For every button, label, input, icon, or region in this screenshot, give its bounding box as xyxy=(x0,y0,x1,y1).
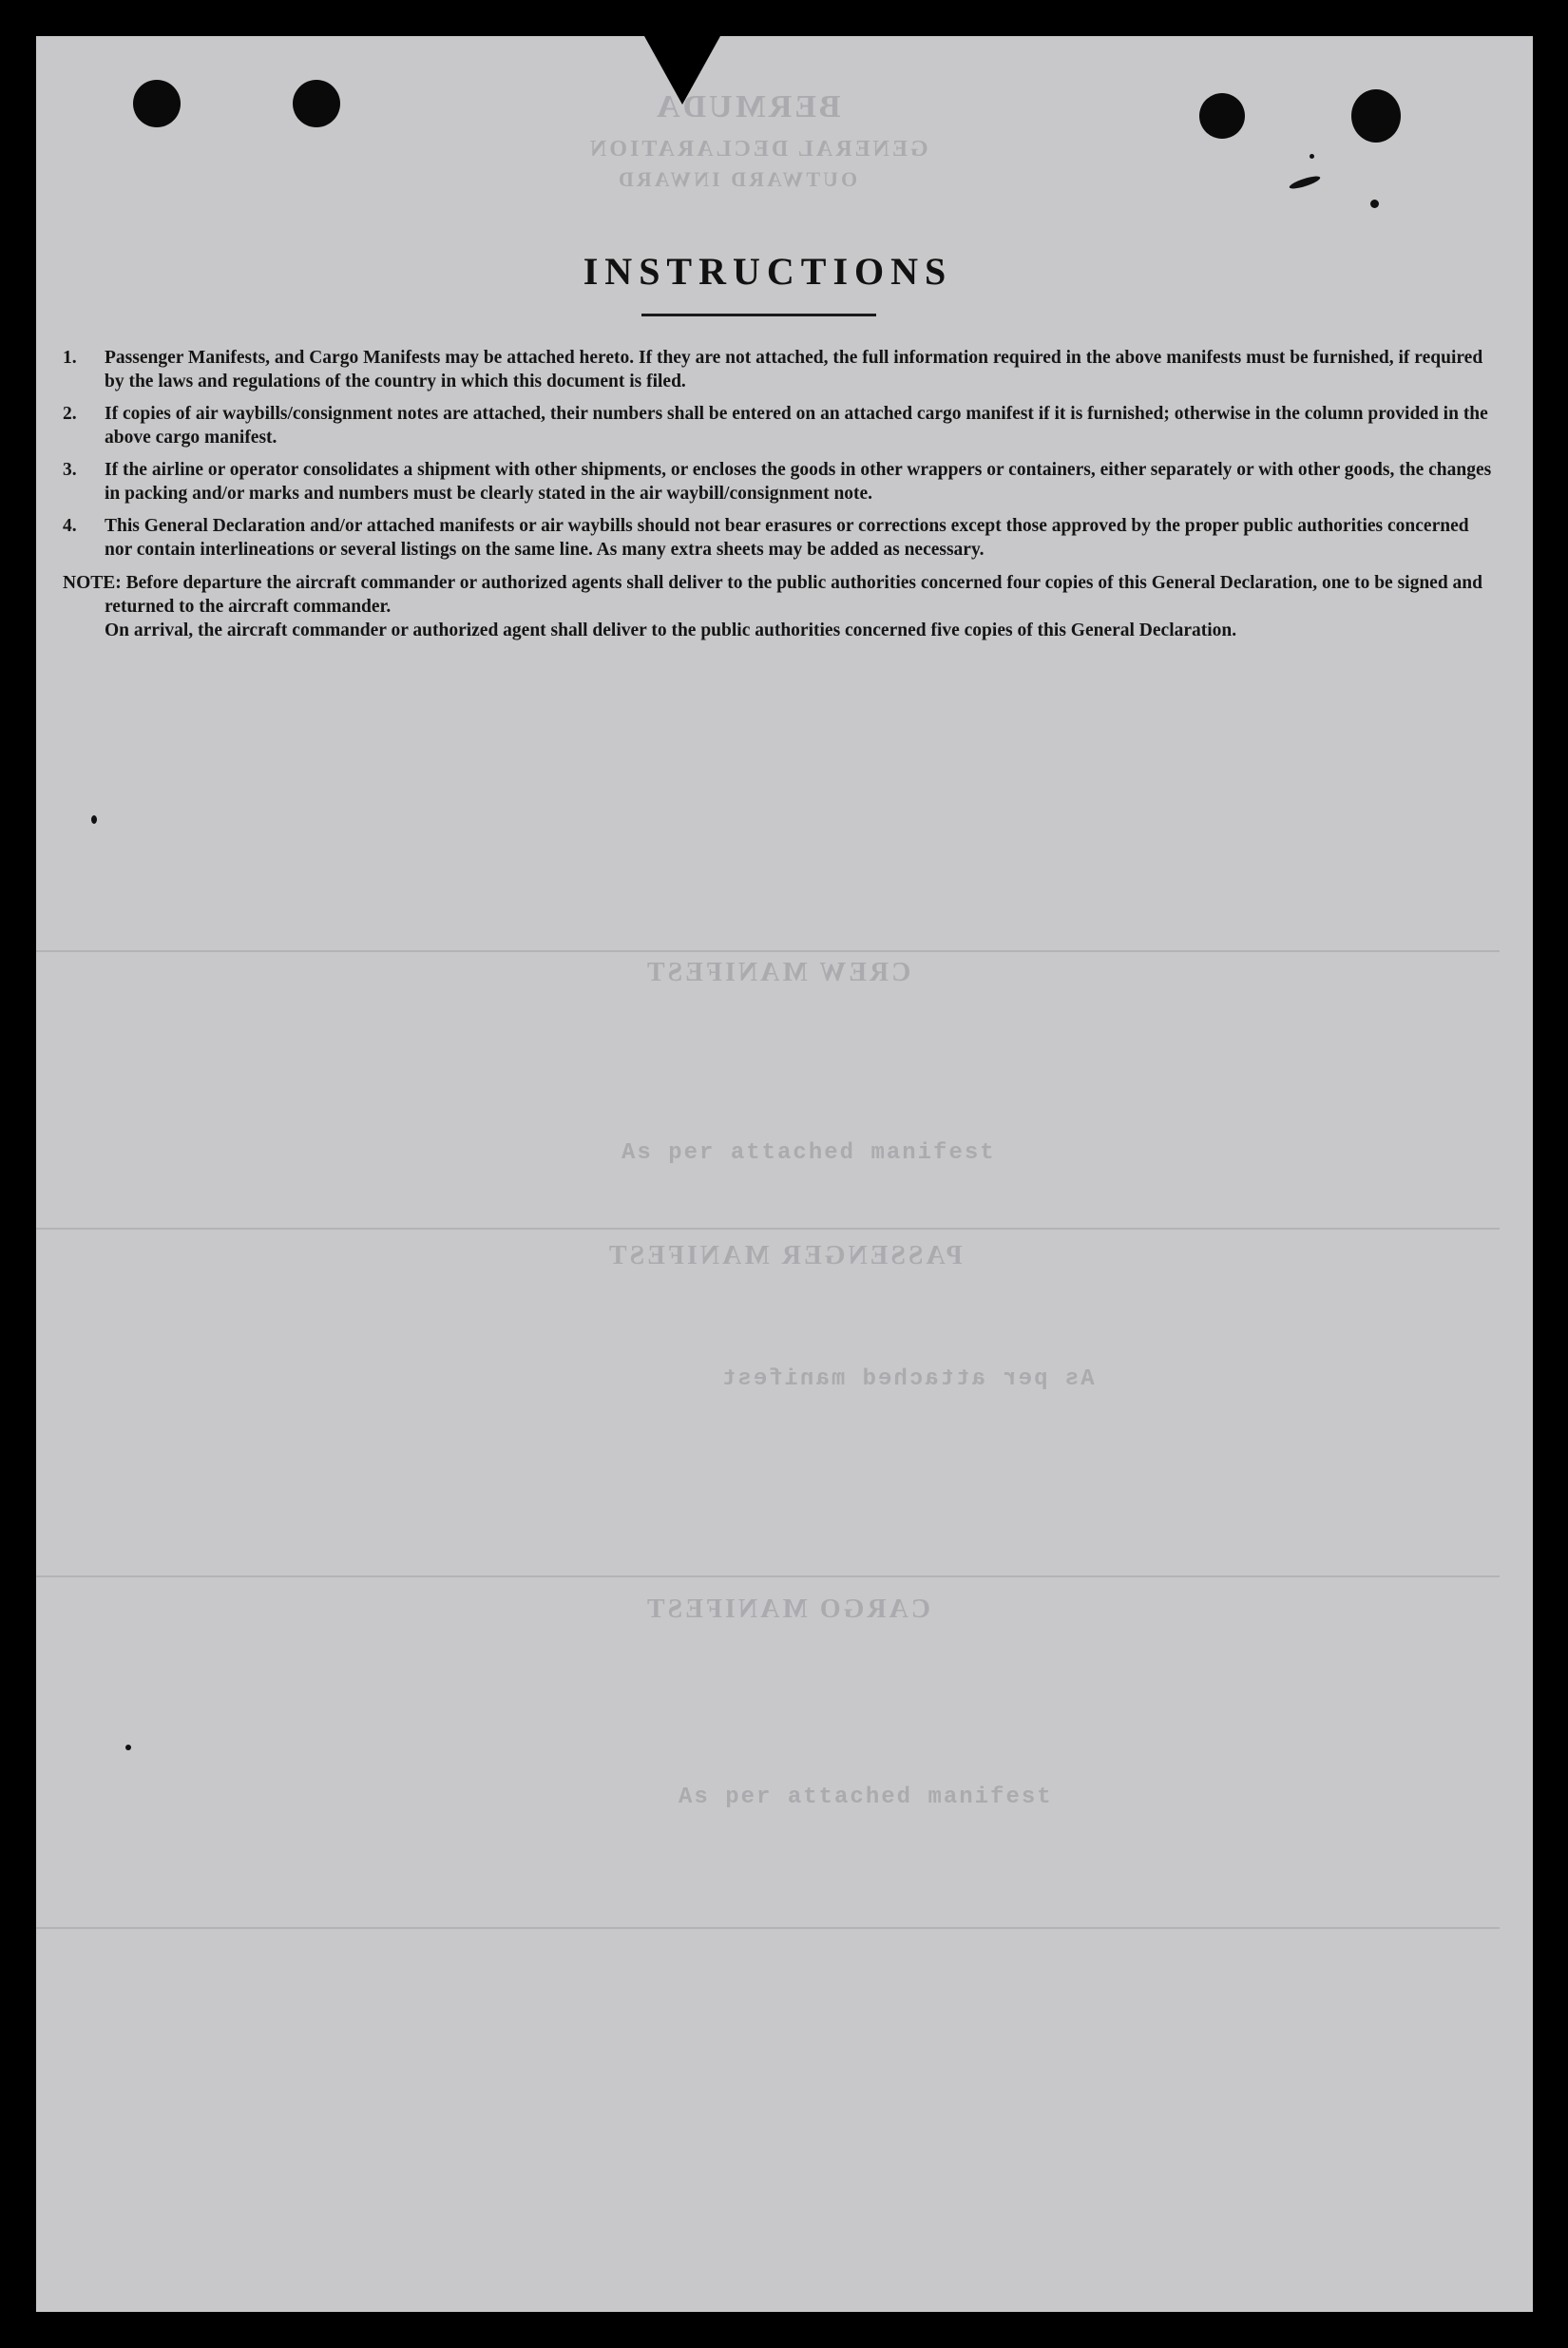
instruction-item xyxy=(63,514,1500,562)
bleed-through-text: CREW MANIFEST xyxy=(644,958,911,987)
bleed-through-rule xyxy=(36,1228,1500,1230)
ink-speck xyxy=(1370,200,1379,208)
instructions-list xyxy=(63,346,1500,642)
note-departure-text: Before departure the aircraft commander or authorized agents shall deliver to the public authorities concerned four copies of this General Declaration, one to be signed and returned to the aircraft commander. xyxy=(105,573,1482,617)
bleed-through-text: As per attached manifest xyxy=(621,1140,996,1166)
instruction-item xyxy=(63,458,1500,506)
title-underline xyxy=(641,314,876,316)
note-departure xyxy=(63,571,1500,619)
bleed-through-rule xyxy=(36,950,1500,952)
ink-speck xyxy=(125,1745,131,1750)
ink-speck xyxy=(91,815,97,824)
bleed-through-rule xyxy=(36,1927,1500,1929)
document-page xyxy=(36,36,1533,2312)
bleed-through-text: OUTWARD INWARD xyxy=(616,167,858,191)
punch-hole-left-2 xyxy=(293,80,340,127)
instruction-item xyxy=(63,402,1500,449)
ink-speck xyxy=(1310,154,1314,159)
instruction-number: 2. xyxy=(63,404,77,424)
bleed-through-text: PASSENGER MANIFEST xyxy=(606,1241,963,1270)
instruction-number: 4. xyxy=(63,516,77,536)
punch-hole-left-1 xyxy=(133,80,181,127)
note-arrival: On arrival, the aircraft commander or authorized agent shall deliver to the public authorities concerned five copies of this General Declaration. xyxy=(105,620,1237,640)
instruction-number: 1. xyxy=(63,348,77,368)
instruction-text: Passenger Manifests, and Cargo Manifests may be attached hereto. If they are not attached, the full information required in the above manifests must be furnished, if required by the laws and regulations of the country in which this document is filed. xyxy=(105,348,1483,391)
bleed-through-rule xyxy=(36,1575,1500,1577)
instruction-text: If the airline or operator consolidates a shipment with other shipments, or encloses the goods in other wrappers or containers, either separately or with other goods, the changes in packing and/or marks and numbers must be clearly stated in the air waybill/consignment note. xyxy=(105,460,1492,504)
bleed-through-text: As per attached manifest xyxy=(720,1366,1095,1392)
instruction-text: If copies of air waybills/consignment notes are attached, their numbers shall be entered on an attached cargo manifest if it is furnished; otherwise in the column provided in the above cargo manifest. xyxy=(105,404,1488,448)
bleed-through-text: CARGO MANIFEST xyxy=(644,1594,931,1624)
punch-hole-right-1 xyxy=(1199,93,1245,139)
bleed-through-text: GENERAL DECLARATION xyxy=(587,137,928,162)
instruction-text: This General Declaration and/or attached manifests or air waybills should not bear erasures or corrections except those approved by the proper public authorities concerned nor contain interlineations or several listings on the same line. As many extra sheets may be added as necessary. xyxy=(105,516,1469,560)
bleed-through-text: As per attached manifest xyxy=(679,1785,1053,1810)
bleed-through-text: BERMUDA xyxy=(654,89,841,124)
instruction-number: 3. xyxy=(63,460,77,480)
instruction-item xyxy=(63,346,1500,393)
punch-hole-right-2 xyxy=(1351,89,1401,143)
page-title: INSTRUCTIONS xyxy=(583,250,953,293)
note-section xyxy=(63,571,1500,642)
note-label: NOTE: xyxy=(63,573,122,593)
ink-speck xyxy=(1289,174,1322,191)
